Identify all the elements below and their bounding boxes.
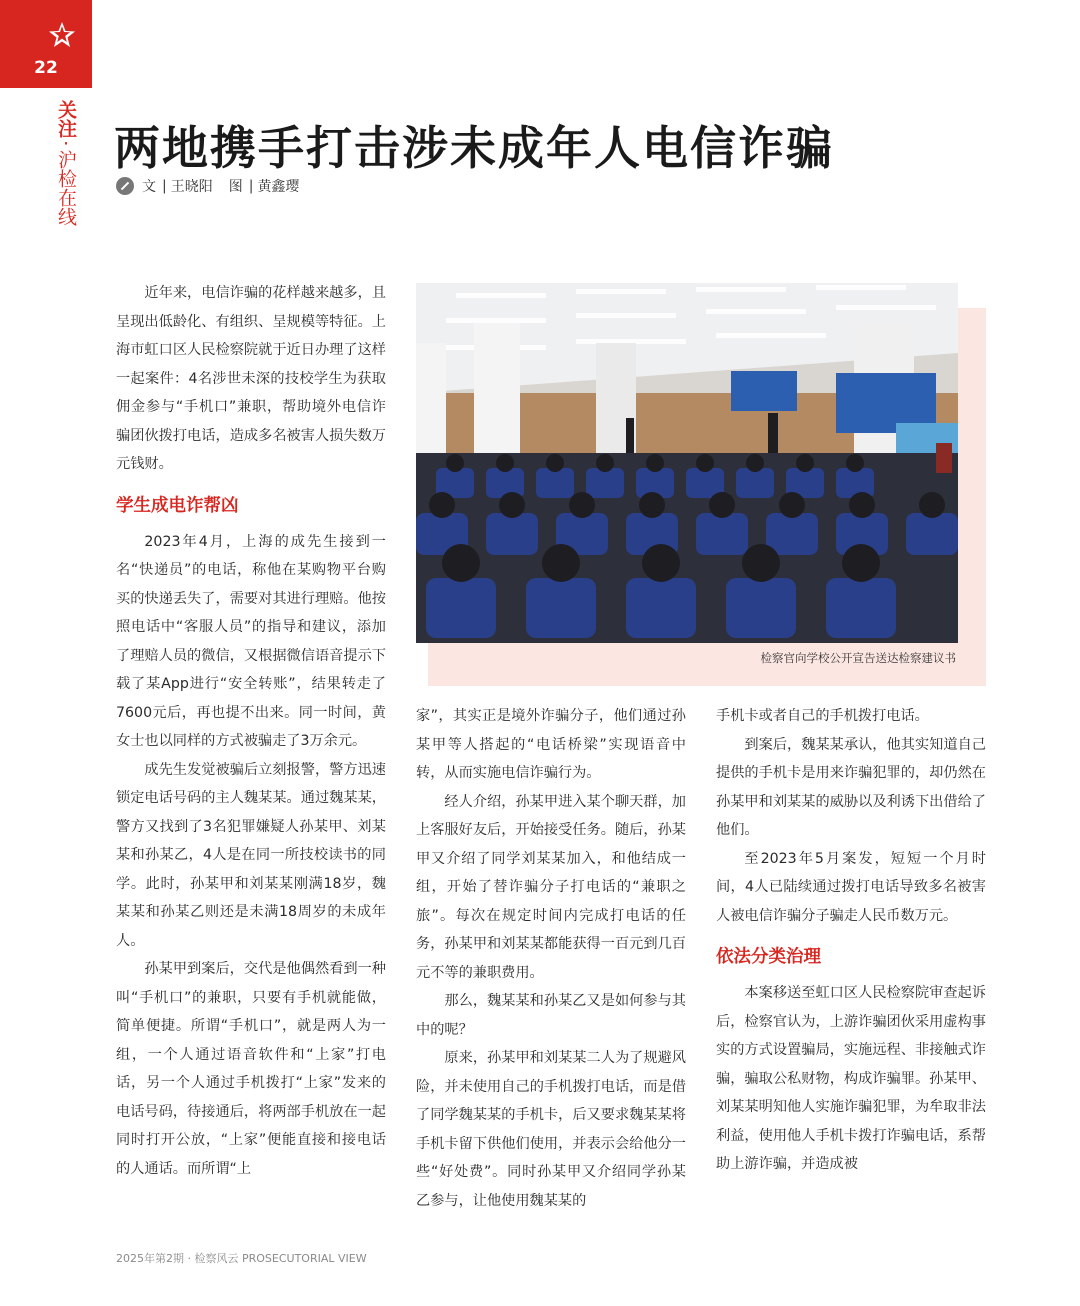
section-label bbox=[54, 100, 78, 226]
byline-separator: | bbox=[162, 178, 167, 194]
body-paragraph: 本案移送至虹口区人民检察院审查起诉后，检察官认为，上游诈骗团伙采用虚构事实的方式设置骗局，实施远程、非接触式诈骗，骗取公私财物，构成诈骗罪。孙某甲、刘某某明知他人实施诈骗犯罪，为牟取非法利益，使用他人手机卡拨打诈骗电话，系帮助上游诈骗，并造成被 bbox=[716, 985, 986, 1172]
section-dot: · bbox=[62, 133, 70, 155]
text-column-1 bbox=[116, 279, 386, 1183]
page-number: 22 bbox=[34, 58, 58, 78]
body-paragraph: 成先生发觉被骗后立刻报警，警方迅速锁定电话号码的主人魏某某。通过魏某某，警方又找到了3名犯罪嫌疑人孙某甲、刘某某和孙某乙，4人是在同一所技校读书的同学。此时，孙某甲和刘某某刚满18岁，魏某某和孙某乙则还是未满18周岁的未成年人。 bbox=[116, 761, 386, 949]
section-heading: 学生成电诈帮凶 bbox=[116, 495, 239, 516]
star-icon bbox=[0, 0, 92, 60]
page-number-tab bbox=[0, 0, 92, 88]
byline bbox=[116, 175, 301, 197]
article-photo bbox=[416, 283, 958, 643]
section-heading: 依法分类治理 bbox=[716, 947, 821, 967]
pen-icon bbox=[116, 177, 134, 195]
body-paragraph: 那么，魏某某和孙某乙又是如何参与其中的呢？ bbox=[416, 993, 686, 1038]
intro-paragraph: 近年来，电信诈骗的花样越来越多，且呈现出低龄化、有组织、呈规模等特征。上海市虹口区人民检察院就于近日办理了这样一起案件：4名涉世未深的技校学生为获取佣金参与“手机口”兼职，帮助境外电信诈骗团伙拨打电话，造成多名被害人损失数万元钱财。 bbox=[116, 285, 386, 472]
page-footer: 2025年第2期 · 检察风云 PROSECUTORIAL VIEW bbox=[116, 1252, 367, 1265]
body-paragraph: 手机卡或者自己的手机拨打电话。 bbox=[716, 708, 929, 724]
body-paragraph: 经人介绍，孙某甲进入某个聊天群，加上客服好友后，开始接受任务。随后，孙某甲又介绍了同学刘某某加入，和他结成一组，开始了替诈骗分子打电话的“兼职之旅”。每次在规定时间内完成打电话的任务，孙某甲和刘某某都能获得一百元到几百元不等的兼职费用。 bbox=[416, 793, 686, 981]
byline-text-label: 文 bbox=[142, 179, 156, 195]
body-paragraph: 至2023年5月案发，短短一个月时间，4人已陆续通过拨打电话导致多名被害人被电信诈骗分子骗走人民币数万元。 bbox=[716, 850, 986, 924]
body-paragraph: 2023年4月，上海的成先生接到一名“快递员”的电话，称他在某购物平台购买的快递丢失了，需要对其进行理赔。他按照电话中“客服人员”的指导和建议，添加了理赔人员的微信，又根据微信语音提示下载了某App进行“安全转账”，结果转走了7600元后，再也提不出来。同一时间，黄女士也以同样的方式被骗走了3万余元。 bbox=[116, 533, 386, 749]
byline-separator: | bbox=[248, 178, 254, 194]
body-paragraph: 原来，孙某甲和刘某某二人为了规避风险，并未使用自己的手机拨打电话，而是借了同学魏某某的手机卡，后又要求魏某某将手机卡留下供他们使用，并表示会给他分一些“好处费”。同时孙某甲又介绍同学孙某乙参与，让他使用魏某某的 bbox=[416, 1050, 686, 1209]
byline-photographer: 黄鑫璎 bbox=[257, 179, 300, 195]
byline-author: 王晓阳 bbox=[170, 179, 213, 195]
section-name: 沪检在线 bbox=[55, 150, 77, 226]
body-paragraph: 家”，其实正是境外诈骗分子，他们通过孙某甲等人搭起的“电话桥梁”实现语音中转，从而实施电信诈骗行为。 bbox=[416, 708, 686, 781]
text-column-3 bbox=[716, 702, 986, 1179]
body-paragraph: 到案后，魏某某承认，他其实知道自己提供的手机卡是用来诈骗犯罪的，却仍然在孙某甲和刘某某的威胁以及利诱下出借给了他们。 bbox=[716, 736, 986, 838]
byline-photo-label: 图 bbox=[228, 179, 243, 195]
auditorium-illustration bbox=[416, 283, 958, 643]
section-keyword: 关注 bbox=[55, 100, 77, 138]
text-column-2 bbox=[416, 702, 686, 1215]
photo-caption: 检察官向学校公开宣告送达检察建议书 bbox=[760, 651, 956, 665]
body-paragraph: 孙某甲到案后，交代是他偶然看到一种叫“手机口”的兼职，只要有手机就能做，简单便捷。所谓“手机口”，就是两人为一组，一个人通过语音软件和“上家”打电话，另一个人通过手机拨打“上家”发来的电话号码，待接通后，将两部手机放在一起同时打开公放，“上家”便能直接和接电话的人通话。而所谓“上 bbox=[116, 961, 386, 1177]
article-headline: 两地携手打击涉未成年人电信诈骗 bbox=[114, 121, 834, 175]
